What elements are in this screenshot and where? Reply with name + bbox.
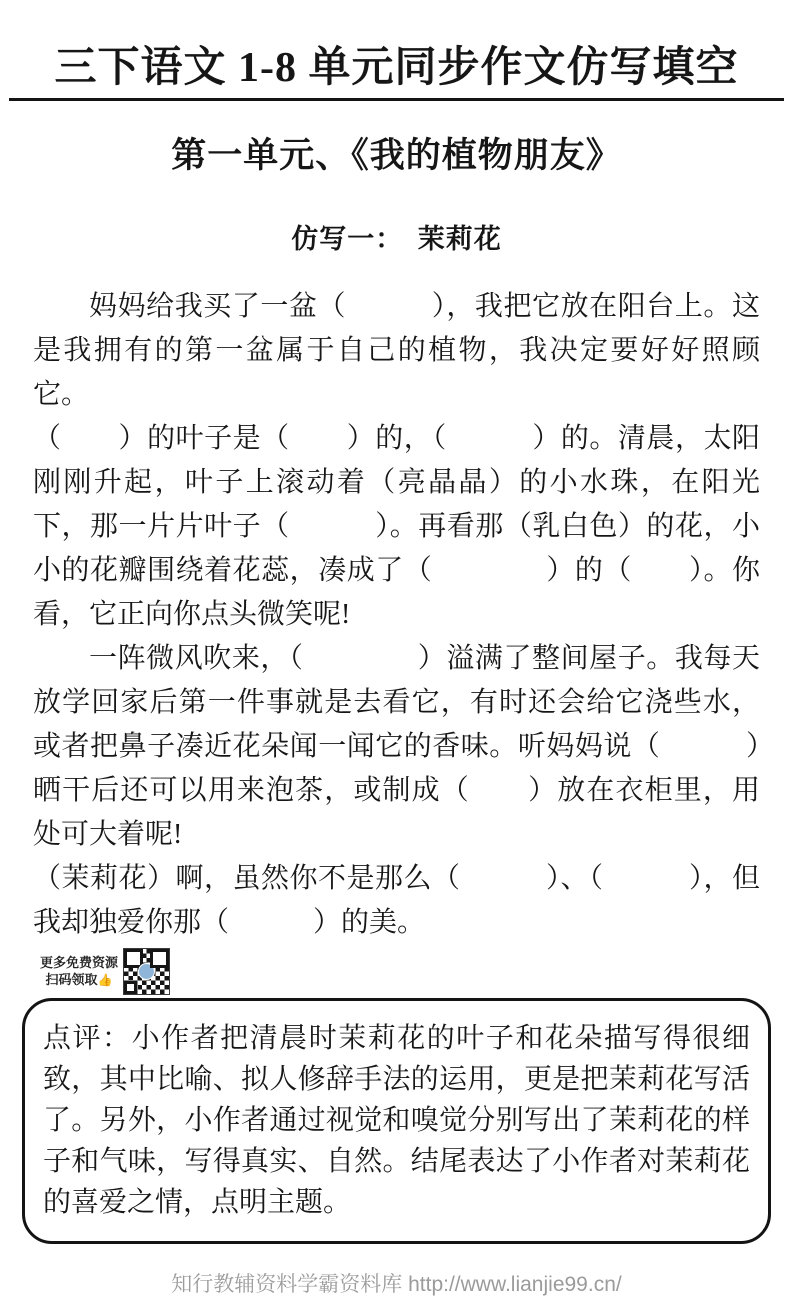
footer-text: 知行教辅资料学霸资料库 http://www.lianjie99.cn/: [171, 1273, 622, 1297]
qr-promo-label: [40, 954, 118, 989]
paragraph-closing: （茉莉花）啊，虽然你不是那么（ ）、（ ），但我却独爱你那（ ）的美。: [33, 863, 760, 939]
qr-promo: [40, 947, 793, 995]
worksheet-body: [33, 285, 760, 945]
page-title: 三下语文 1-8 单元同步作文仿写填空: [54, 45, 739, 91]
paragraph-leaves-flowers: （ ）的叶子是（ ）的，（ ）的。清晨，太阳刚刚升起，叶子上滚动着（亮晶晶）的小水珠，在阳光下，那一片片叶子（ ）。再看那（乳白色）的花，小小的花瓣围绕着花蕊，凑成了（ ）的（ ）。你看，它正向你点头微笑呢!: [33, 423, 760, 631]
exercise-heading: 仿写一： 茉莉花: [291, 224, 502, 255]
qr-promo-line2: 扫码领取👍: [45, 971, 113, 987]
unit-heading: 第一单元、《我的植物朋友》: [171, 136, 622, 176]
paragraph-intro: 妈妈给我买了一盆（ ），我把它放在阳台上。这是我拥有的第一盆属于自己的植物，我决定要好好照顾它。: [33, 291, 760, 411]
comment-text: 点评：小作者把清晨时茉莉花的叶子和花朵描写得很细致，其中比喻、拟人修辞手法的运用，更是把茉莉花写活了。另外，小作者通过视觉和嗅觉分别写出了茉莉花的样子和气味，写得真实、自然。结尾表达了小作者对茉莉花的喜爱之情，点明主题。: [43, 1023, 750, 1219]
comment-box: [22, 998, 771, 1244]
thumbs-up-icon: 👍: [97, 972, 113, 987]
title-divider: [9, 98, 784, 101]
qr-promo-line1: 更多免费资源: [40, 954, 119, 970]
paragraph-fragrance: 一阵微风吹来，（ ）溢满了整间屋子。我每天放学回家后第一件事就是去看它，有时还会给它浇些水，或者把鼻子凑近花朵闻一闻它的香味。听妈妈说（ ）晒干后还可以用来泡茶，或制成（ ）放在衣柜里，用处可大着呢!: [33, 643, 760, 851]
qr-corner-mark: [124, 981, 137, 994]
qr-center-logo: [138, 963, 155, 980]
qr-code-image: [124, 949, 169, 994]
